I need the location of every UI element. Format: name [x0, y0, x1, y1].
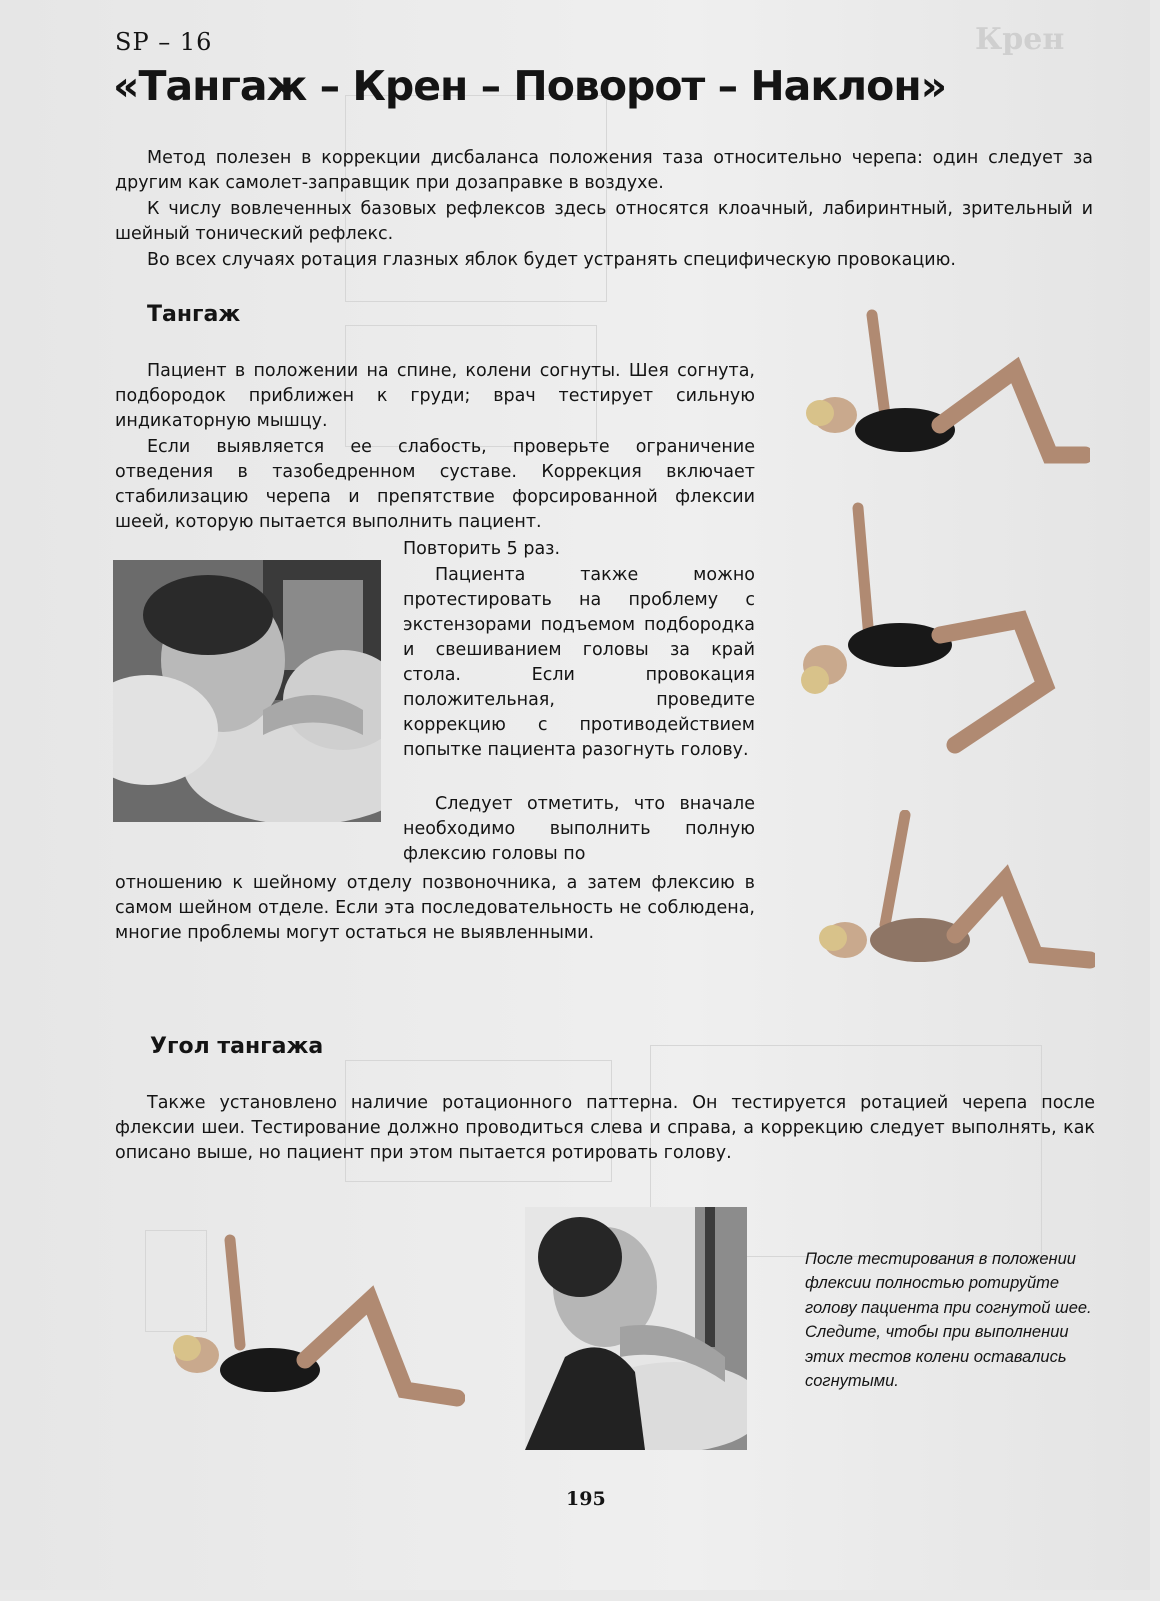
intro-paragraph: Метод полезен в коррекции дисбаланса положения таза относительно черепа: один следует за другим как самолет-заправщик при дозаправке в воздухе. — [115, 148, 1093, 193]
figure-supine-2 — [790, 500, 1090, 765]
page-number: 195 — [566, 1488, 606, 1510]
body-paragraph: Если выявляется ее слабость, проверьте ограничение отведения в тазобедренном суставе. Коррекция включает стабилизацию черепа и препятствие форсированной флексии шеей, которую пытается выполнить пациент. — [115, 437, 755, 532]
patient-head-photo — [113, 560, 381, 822]
section-heading: Тангаж — [147, 302, 241, 327]
body-paragraph: Пациент в положении на спине, колени согнуты. Шея согнута, подбородок приближен к груди; врач тестирует сильную индикаторную мышцу. — [115, 361, 755, 431]
body-paragraph: Повторить 5 раз. — [403, 539, 561, 559]
figure-supine-3 — [805, 810, 1095, 975]
body-paragraph: Следует отметить, что вначале необходимо выполнить полную флексию головы по — [403, 794, 755, 864]
body-paragraph: Также установлено наличие ротационного паттерна. Он тестируется ротацией черепа после флексии шеи. Тестирование должно проводиться слева и справа, а коррекцию следует выполнять, как описано выше, но пациент при этом пытается ротировать голову. — [115, 1093, 1095, 1163]
body-paragraph: Пациента также можно протестировать на проблему с экстензорами подъемом подбородка и свешиванием головы за край стола. Если провокация положительная, проведите коррекцию с противодействием попытке пациента разогнуть голову. — [403, 565, 755, 760]
ghost-title: Крен — [975, 22, 1065, 57]
body-paragraph: отношению к шейному отделу позвоночника, а затем флексию в самом шейном отделе. Если эта последовательность не соблюдена, многие проблемы могут остаться не выявленными. — [115, 873, 755, 943]
patient-rotation-photo — [525, 1207, 747, 1450]
figure-supine-1 — [790, 305, 1090, 475]
page-title: «Тангаж – Крен – Поворот – Наклон» — [113, 62, 947, 110]
intro-paragraph: Во всех случаях ротация глазных яблок будет устранять специфическую провокацию. — [147, 250, 956, 270]
method-code: SP – 16 — [115, 28, 213, 56]
figure-supine-rotation — [165, 1230, 465, 1410]
intro-paragraph: К числу вовлеченных базовых рефлексов здесь относятся клоачный, лабиринтный, зрительный и шейный тонический рефлекс. — [115, 199, 1093, 244]
figure-caption: После тестирования в положении флексии полностью ротируйте голову пациента при согнутой шее. Следите, чтобы при выполнении этих тестов колени оставались согнутыми. — [805, 1249, 1092, 1390]
section-heading: Угол тангажа — [150, 1034, 324, 1059]
